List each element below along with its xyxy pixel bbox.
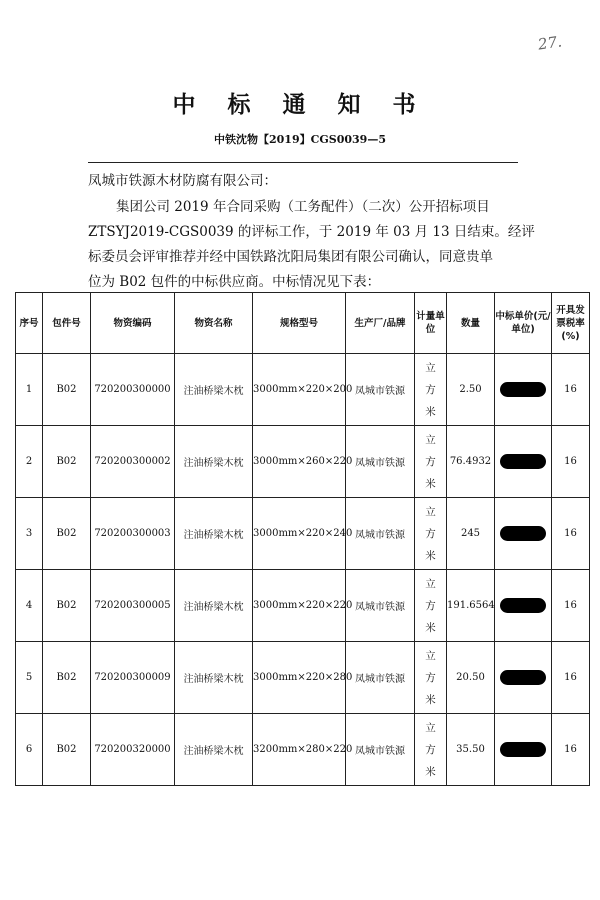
cell-unit-text: 立方米 <box>425 433 436 490</box>
cell-package: B02 <box>43 570 91 642</box>
cell-unit <box>415 570 447 642</box>
cell-unit-price <box>495 426 552 498</box>
header-quantity: 数量 <box>447 293 495 354</box>
body-line: 标委员会评审推荐并经中国铁路沈阳局集团有限公司确认，同意贵单 <box>88 249 493 265</box>
cell-material-code: 720200300003 <box>91 498 175 570</box>
cell-seq: 1 <box>16 354 43 426</box>
cell-spec: 3000mm×220×280 <box>253 642 346 714</box>
cell-quantity: 20.50 <box>447 642 495 714</box>
cell-seq: 6 <box>16 714 43 786</box>
table-row <box>16 570 590 642</box>
cell-seq: 5 <box>16 642 43 714</box>
cell-unit-text: 立方米 <box>425 505 436 562</box>
cell-material-name: 注油桥梁木枕 <box>175 570 253 642</box>
cell-spec: 3000mm×260×220 <box>253 426 346 498</box>
cell-spec: 3000mm×220×200 <box>253 354 346 426</box>
table-row <box>16 426 590 498</box>
cell-unit-text: 立方米 <box>425 649 436 706</box>
award-table <box>15 292 590 786</box>
redacted-price-mark <box>500 742 546 757</box>
award-table-body <box>16 354 590 786</box>
cell-unit <box>415 498 447 570</box>
header-package: 包件号 <box>43 293 91 354</box>
header-unit: 计量单位 <box>415 293 447 354</box>
cell-quantity: 35.50 <box>447 714 495 786</box>
notice-body <box>88 195 535 295</box>
cell-tax-rate: 16 <box>552 714 590 786</box>
cell-material-name: 注油桥梁木枕 <box>175 498 253 570</box>
cell-package: B02 <box>43 714 91 786</box>
cell-unit <box>415 642 447 714</box>
cell-spec: 3000mm×220×220 <box>253 570 346 642</box>
cell-quantity: 191.6564 <box>447 570 495 642</box>
cell-spec: 3200mm×280×220 <box>253 714 346 786</box>
cell-unit-price <box>495 642 552 714</box>
cell-material-name: 注油桥梁木枕 <box>175 426 253 498</box>
cell-material-code: 720200300002 <box>91 426 175 498</box>
cell-spec: 3000mm×220×240 <box>253 498 346 570</box>
table-header-row <box>16 293 590 354</box>
table-row <box>16 642 590 714</box>
cell-unit-text: 立方米 <box>425 361 436 418</box>
cell-unit <box>415 714 447 786</box>
cell-manufacturer: 凤城市铁源 <box>346 570 415 642</box>
header-material-name: 物资名称 <box>175 293 253 354</box>
cell-package: B02 <box>43 354 91 426</box>
cell-quantity: 245 <box>447 498 495 570</box>
recipient-line: 凤城市铁源木材防腐有限公司： <box>88 173 277 189</box>
cell-unit-price <box>495 498 552 570</box>
document-title: 中 标 通 知 书 <box>172 92 428 118</box>
cell-tax-rate: 16 <box>552 354 590 426</box>
table-row <box>16 354 590 426</box>
header-tax-rate: 开具发票税率(%) <box>552 293 590 354</box>
redacted-price-mark <box>500 382 546 397</box>
cell-package: B02 <box>43 426 91 498</box>
redacted-price-mark <box>500 598 546 613</box>
header-material-code: 物资编码 <box>91 293 175 354</box>
body-line: 集团公司 2019 年合同采购（工务配件）（二次）公开招标项目 <box>116 199 490 215</box>
cell-package: B02 <box>43 498 91 570</box>
cell-tax-rate: 16 <box>552 426 590 498</box>
cell-tax-rate: 16 <box>552 498 590 570</box>
handwritten-page-number: 27. <box>536 32 563 54</box>
cell-material-code: 720200300005 <box>91 570 175 642</box>
body-line: ZTSYJ2019-CGS0039 的评标工作，于 2019 年 03 月 13 日结束。经评 <box>88 224 535 240</box>
cell-material-code: 720200320000 <box>91 714 175 786</box>
body-line: 位为 B02 包件的中标供应商。中标情况见下表： <box>88 274 381 290</box>
header-spec: 规格型号 <box>253 293 346 354</box>
header-divider <box>88 162 518 163</box>
redacted-price-mark <box>500 454 546 469</box>
document-number: 中铁沈物【2019】CGS0039—5 <box>214 133 386 146</box>
cell-tax-rate: 16 <box>552 642 590 714</box>
header-manufacturer: 生产厂/品牌 <box>346 293 415 354</box>
cell-quantity: 76.4932 <box>447 426 495 498</box>
header-unit-price: 中标单价(元/单位) <box>495 293 552 354</box>
redacted-price-mark <box>500 670 546 685</box>
header-seq: 序号 <box>16 293 43 354</box>
cell-manufacturer: 凤城市铁源 <box>346 498 415 570</box>
cell-manufacturer: 凤城市铁源 <box>346 354 415 426</box>
redacted-price-mark <box>500 526 546 541</box>
cell-package: B02 <box>43 642 91 714</box>
cell-quantity: 2.50 <box>447 354 495 426</box>
cell-seq: 3 <box>16 498 43 570</box>
cell-manufacturer: 凤城市铁源 <box>346 426 415 498</box>
cell-unit-price <box>495 714 552 786</box>
cell-material-name: 注油桥梁木枕 <box>175 354 253 426</box>
cell-manufacturer: 凤城市铁源 <box>346 642 415 714</box>
cell-tax-rate: 16 <box>552 570 590 642</box>
cell-unit-price <box>495 570 552 642</box>
cell-material-name: 注油桥梁木枕 <box>175 714 253 786</box>
cell-unit <box>415 426 447 498</box>
cell-unit <box>415 354 447 426</box>
table-row <box>16 714 590 786</box>
cell-material-code: 720200300000 <box>91 354 175 426</box>
table-row <box>16 498 590 570</box>
cell-unit-text: 立方米 <box>425 721 436 778</box>
cell-seq: 4 <box>16 570 43 642</box>
cell-material-name: 注油桥梁木枕 <box>175 642 253 714</box>
cell-material-code: 720200300009 <box>91 642 175 714</box>
cell-unit-price <box>495 354 552 426</box>
cell-seq: 2 <box>16 426 43 498</box>
cell-unit-text: 立方米 <box>425 577 436 634</box>
cell-manufacturer: 凤城市铁源 <box>346 714 415 786</box>
